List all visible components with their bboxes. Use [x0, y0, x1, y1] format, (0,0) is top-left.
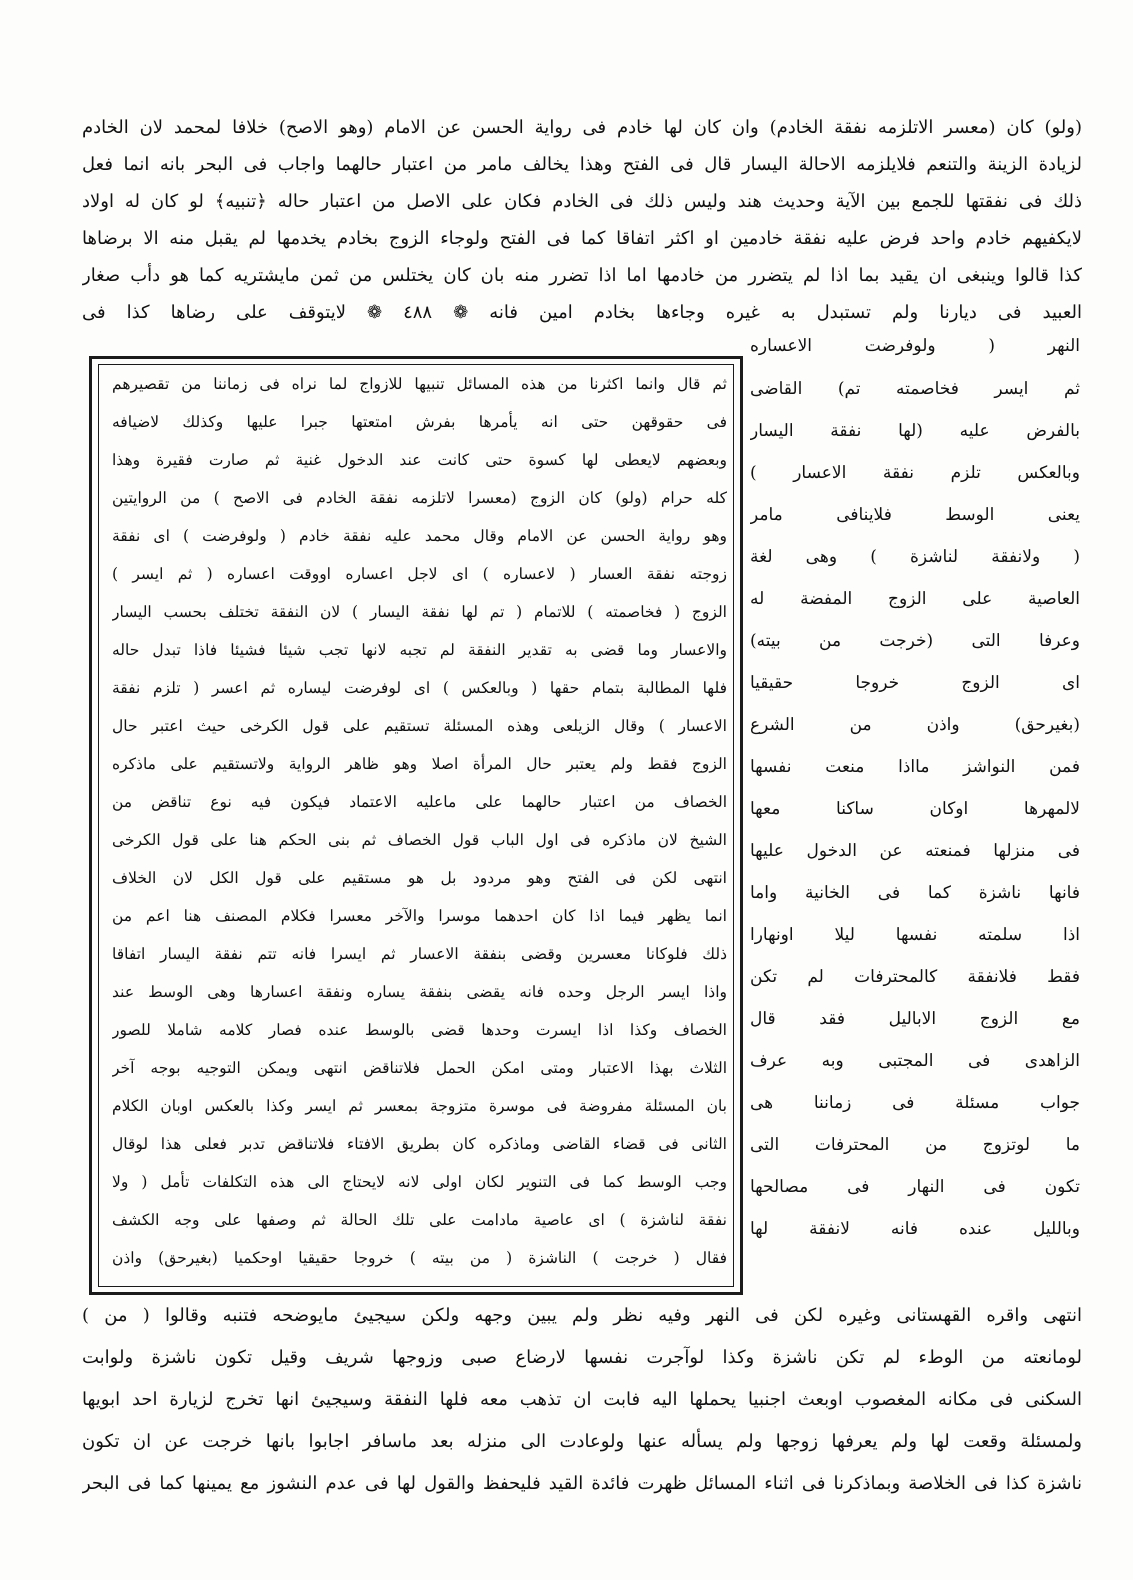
box-line: واذا ايسر الرجل وحده فانه يقضى بنفقة يساره ونفقة اعسارها وهى الوسط عند: [112, 983, 727, 1001]
side-line: العاصية على الزوج المفضة له: [750, 589, 1080, 609]
side-line: يعنى الوسط فلاينافى مامر: [750, 505, 1080, 525]
bottom-line: السكنى فى مكانه المغصوب اوبعث اجنبيا يحملها اليه فابت ان تذهب معه فلها النفقة وسيجيئ انها تخرج لزيارة احد ابويها: [82, 1389, 1082, 1410]
box-line: انتهى لكن فى الفتح وهو مردود بل هو مستقيم على قول الكل لان الخلاف: [112, 869, 727, 887]
side-line: جواب مسئلة فى زماننا هى: [750, 1093, 1080, 1113]
side-line: ما لوتزوج من المحترفات التى: [750, 1135, 1080, 1155]
side-line: وبالعكس تلزم نفقة الاعسار ): [750, 463, 1080, 483]
side-line: ثم ايسر فخاصمته تم) القاضى: [750, 379, 1080, 399]
side-line: تكون فى النهار فى مصالحها: [750, 1177, 1080, 1197]
top-line: (ولو) كان (معسر الاتلزمه نفقة الخادم) وان كان لها خادم فى رواية الحسن عن الامام (وهو الاصح) خلافا لمحمد لان الخادم: [82, 117, 1082, 138]
box-line: الزوج ( فخاصمته ) للاتمام ( تم لها نفقة اليسار ) لان النفقة تختلف بحسب اليسار: [112, 603, 727, 621]
side-line: مع الزوج الاباليل فقد قال: [750, 1009, 1080, 1029]
box-line: نفقة لناشزة ) اى عاصية مادامت على تلك الحالة ثم وصفها على وجه الكشف: [112, 1211, 727, 1229]
side-line: اذا سلمته نفسها ليلا اونهارا: [750, 925, 1080, 945]
top-line: لزيادة الزينة والتنعم فلايلزمه الاحالة اليسار قال فى الفتح وهذا يخالف مامر من اعتبار حالهما واجاب فى البحر بانه انما فعل: [82, 154, 1082, 175]
side-line: فمن النواشز مااذا منعت نفسها: [750, 757, 1080, 777]
box-line: وهو رواية الحسن عن الامام وقال محمد عليه نفقة خادم ( ولوفرضت ) اى نفقة: [112, 527, 727, 545]
side-line: (بغيرحق) واذن من الشرع: [750, 715, 1080, 735]
box-line: الشيخ لان ماذكره فى اول الباب قول الخصاف ثم بنى الحكم هنا على قول الكرخى: [112, 831, 727, 849]
box-line: ذلك فلوكانا معسرين وقضى بنفقة الاعسار ثم ايسرا فانه تتم نفقة اليسار اتفاقا: [112, 945, 727, 963]
top-line: لايكفيهم خادم واحد فرض عليه نفقة خادمين او اكثر اتفاقا كما فى الفتح ولوجاء الزوج بخادم يخدمها لم يقبل منه الا برضاها: [82, 228, 1082, 249]
side-line: وعرفا التى (خرجت من بيته): [750, 631, 1080, 651]
box-line: كله حرام (ولو) كان الزوج (معسرا لاتلزمه نفقة الخادم فى الاصح ) من الروايتين: [112, 489, 727, 507]
top-line: كذا قالوا وينبغى ان يقيد بما اذا لم يتضرر من خادمها اما اذا تضرر منه بان كان يختلس من ثمن مايشتريه كما هو دأب صغار: [82, 265, 1082, 286]
side-line: اى الزوج خروجا حقيقيا: [750, 673, 1080, 693]
side-line: فانها ناشزة كما فى الخانية واما: [750, 883, 1080, 903]
top-line: ذلك فى نفقتها للجمع بين الآية وحديث هند وليس ذلك فى الخادم فكان على الاصل من اعتبار حاله ﴿تنبيه﴾ لو كان له اولاد: [82, 191, 1082, 212]
side-line: الزاهدى فى المجتبى وبه عرف: [750, 1051, 1080, 1071]
side-line: النهر ( ولوفرضت الاعساره: [750, 336, 1080, 356]
bottom-line: انتهى واقره القهستانى وغيره لكن فى النهر وفيه نظر ولم يبين وجهه ولكن سيجيئ مايوضحه فتنبه وقالوا ( من ): [82, 1305, 1082, 1326]
box-line: الخصاف وكذا اذا ايسرت وحدها قضى بالوسط عنده فصار كلامه شاملا للصور: [112, 1021, 727, 1039]
side-line: فى منزلها فمنعته عن الدخول عليها: [750, 841, 1080, 861]
box-line: زوجته نفقة العسار ( لاعساره ) اى لاجل اعساره اووقت اعساره ( ثم ايسر ): [112, 565, 727, 583]
side-line: لالمهرها اوكان ساكنا معها: [750, 799, 1080, 819]
box-line: ثم قال وانما اكثرنا من هذه المسائل تنبيها للازواج لما نراه فى زماننا من تقصيرهم: [112, 375, 727, 393]
box-line: الاعسار ) وقال الزيلعى وهذه المسئلة تستقيم على قول الكرخى حيث اعتبر حال: [112, 717, 727, 735]
box-line: فقال ( خرجت ) الناشزة ( من بيته ) خروجا حقيقيا اوحكميا (بغيرحق) واذن: [112, 1249, 727, 1267]
box-line: والاعسار وما قضى به تقدير النفقة لم تجبه لانها تجب شيئا فشيئا فاذا تبدل حاله: [112, 641, 727, 659]
box-line: فى حقوقهن حتى انه يأمرها بفرش امتعتها جبرا عليها وكذلك لاضيافه: [112, 413, 727, 431]
box-line: الثانى فى قضاء القاضى وماذكره كان بطريق الافتاء فلاتناقض تدبر فعلى هذا لوقال: [112, 1135, 727, 1153]
side-line: بالفرض عليه (لها نفقة اليسار: [750, 421, 1080, 441]
box-line: وجب الوسط كما فى التنوير لكان اولى لانه لايحتاج الى هذه التكلفات تأمل ( ولا: [112, 1173, 727, 1191]
box-line: الثلاث بهذا الاعتبار ومتى امكن الحمل فلاتناقض انتهى ويمكن التوجيه بوجه آخر: [112, 1059, 727, 1077]
box-line: بان المسئلة مفروضة فى موسرة متزوجة بمعسر ثم ايسر وكذا بالعكس اوبان الكلام: [112, 1097, 727, 1115]
side-line: ( ولانفقة لناشزة ) وهى لغة: [750, 547, 1080, 567]
bottom-line: ناشزة كذا فى الخلاصة وبماذكرنا فى اثناء المسائل ظهرت فائدة القيد فليحفظ والقول لها فى عدم النشوز مع يمينها كما فى البحر: [82, 1473, 1082, 1494]
box-line: الزوج فقط ولم يعتبر حال المرأة اصلا وهو ظاهر الرواية ولاتستقيم على ماذكره: [112, 755, 727, 773]
top-line: العبيد فى ديارنا ولم تستبدل به غيره وجاءها بخادم امين فانه ❁ ٤٨٨ ❁ لايتوقف على رضاها كذا فى: [82, 302, 1082, 323]
bottom-line: لومانعته من الوطء لم تكن ناشزة وكذا لوآجرت نفسها لارضاع صبى وزوجها شريف وقيل تكون ناشزة ولوابت: [82, 1347, 1082, 1368]
box-line: انما يظهر فيما اذا كان احدهما موسرا والآخر معسرا فكلام المصنف هنا اعم من: [112, 907, 727, 925]
bottom-line: ولمسئلة وقعت لها ولم يعرفها زوجها ولم يسأله عنها ولوعادت الى منزله بعد ماسافر اجابوا بانها خرجت عن ان تكون: [82, 1431, 1082, 1452]
box-line: وبعضهم لايعطى لها كسوة حتى كانت عند الدخول غنية ثم صارت فقيرة وهذا: [112, 451, 727, 469]
side-line: فقط فلانفقة كالمحترفات لم تكن: [750, 967, 1080, 987]
side-line: وبالليل عنده فانه لانفقة لها: [750, 1219, 1080, 1239]
box-line: فلها المطالبة بتمام حقها ( وبالعكس ) اى لوفرضت ليساره ثم اعسر ( تلزم نفقة: [112, 679, 727, 697]
box-line: الخصاف من اعتبار حالهما على ماعليه الاعتماد فيكون فيه نوع تناقض من: [112, 793, 727, 811]
